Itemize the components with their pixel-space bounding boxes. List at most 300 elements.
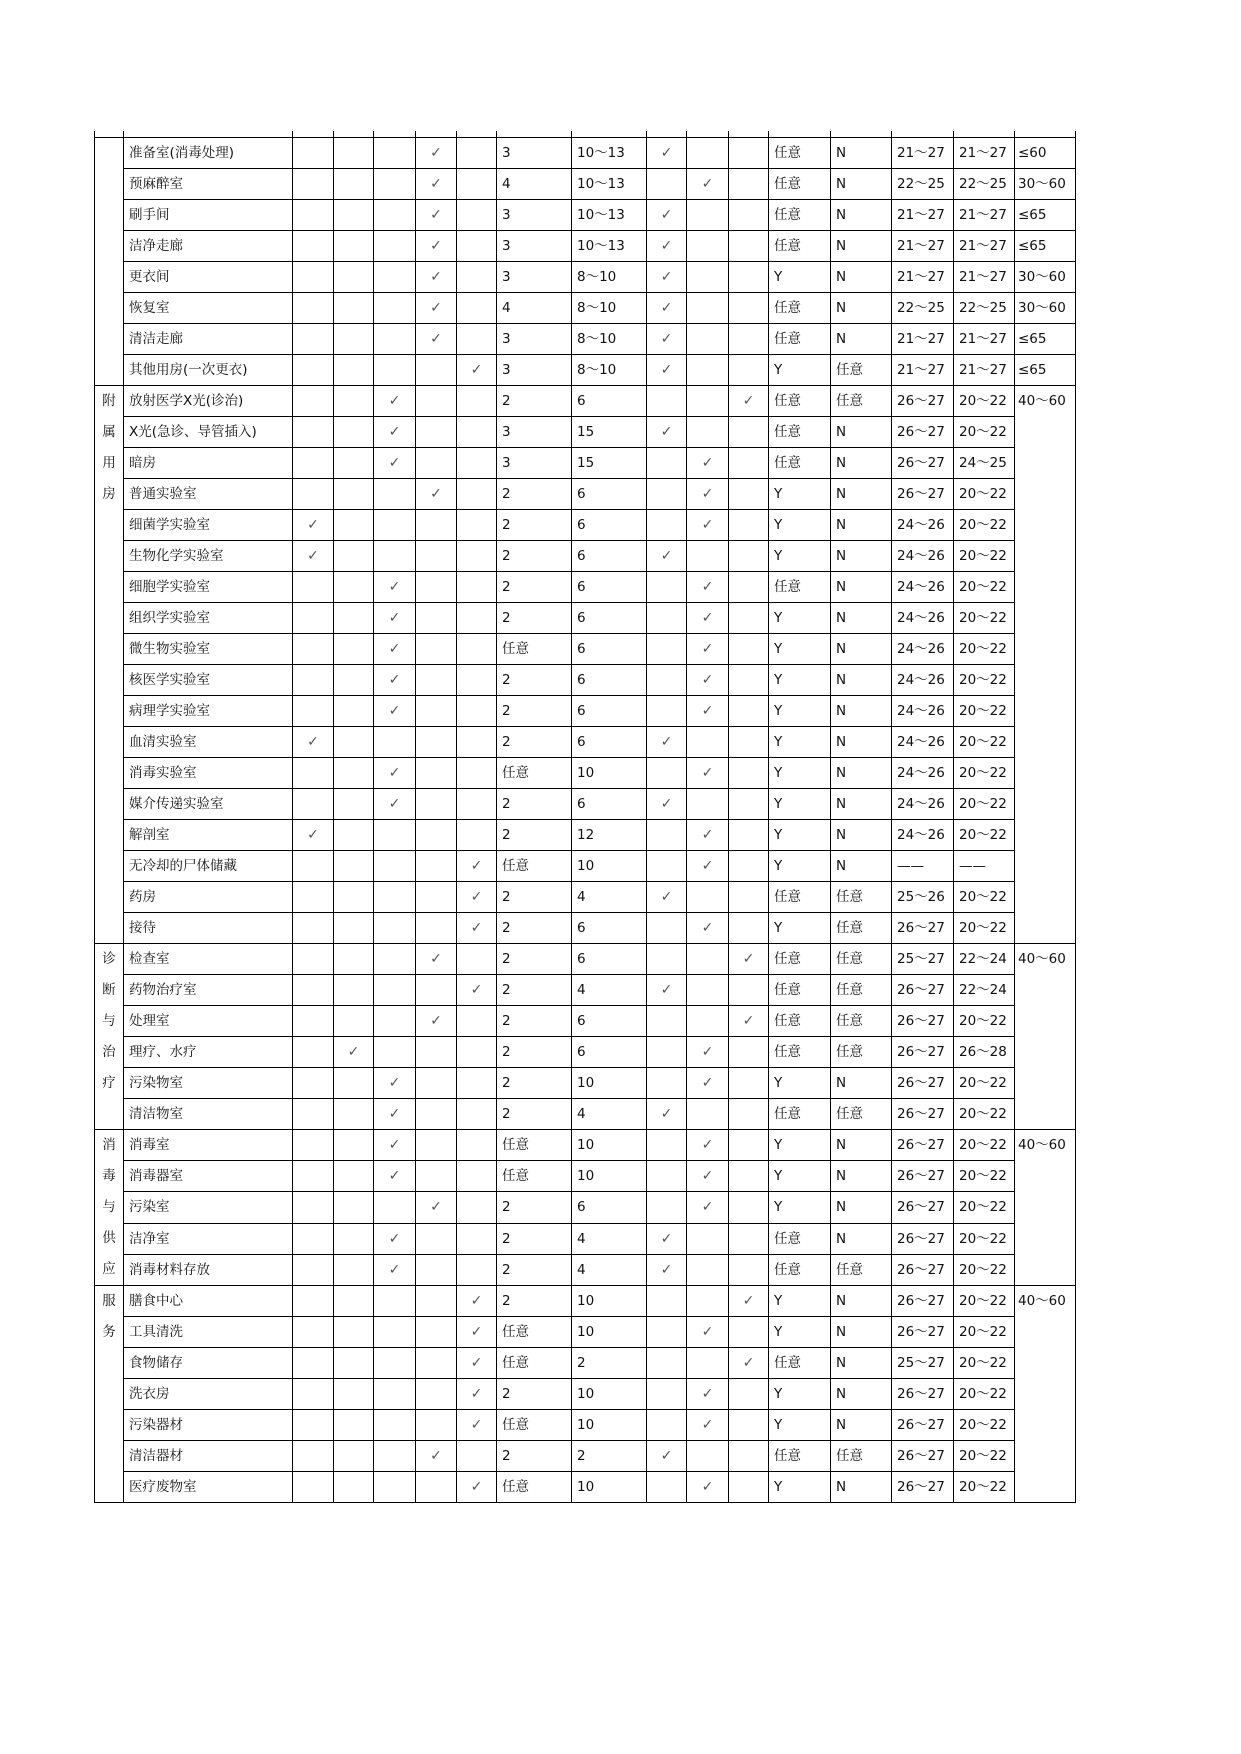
check-cell <box>293 1286 334 1317</box>
check-cell <box>334 1068 374 1099</box>
check-mark: ✓ <box>729 386 769 417</box>
range-a-value: 24～26 <box>892 510 954 541</box>
range-c-value: 30～60 <box>1015 293 1076 324</box>
range-a-value: 26～27 <box>892 975 954 1006</box>
check-cell <box>457 665 497 696</box>
flag-b-value: 任意 <box>831 913 892 944</box>
range-b-value: 20～22 <box>954 727 1015 758</box>
check-cell <box>687 138 729 169</box>
check-cell <box>729 1223 769 1254</box>
number-value: 2 <box>497 1192 572 1223</box>
check-cell <box>374 510 416 541</box>
flag-a-value: Y <box>769 696 831 727</box>
check-cell <box>416 696 457 727</box>
check-cell <box>729 293 769 324</box>
flag-a-value: 任意 <box>769 1006 831 1037</box>
flag-a-value: Y <box>769 913 831 944</box>
range-b-value: 20～22 <box>954 1379 1015 1410</box>
table-row <box>95 169 1076 200</box>
check-cell <box>729 1037 769 1068</box>
table-row <box>95 634 1076 665</box>
range-b-value: 20～22 <box>954 1161 1015 1192</box>
span-value: 6 <box>572 913 647 944</box>
check-cell <box>729 789 769 820</box>
check-cell <box>374 1379 416 1410</box>
check-cell <box>457 944 497 975</box>
room-name: 理疗、水疗 <box>124 1037 293 1068</box>
table-row <box>95 758 1076 789</box>
flag-a-value: 任意 <box>769 975 831 1006</box>
range-c-value: ≤60 <box>1015 138 1076 169</box>
check-cell <box>334 1223 374 1254</box>
check-mark: ✓ <box>457 975 497 1006</box>
table-row <box>95 789 1076 820</box>
room-name: 恢复室 <box>124 293 293 324</box>
check-cell <box>293 634 334 665</box>
check-cell <box>293 231 334 262</box>
table-row <box>95 1348 1076 1379</box>
check-cell <box>729 603 769 634</box>
span-value: 2 <box>572 1348 647 1379</box>
span-value: 6 <box>572 944 647 975</box>
range-c-value: 30～60 <box>1015 262 1076 293</box>
check-mark: ✓ <box>647 541 687 572</box>
room-name: 药房 <box>124 882 293 913</box>
check-mark: ✓ <box>647 789 687 820</box>
range-c-value: 40～60 <box>1015 1130 1076 1286</box>
number-value: 任意 <box>497 851 572 882</box>
check-mark: ✓ <box>457 355 497 386</box>
check-cell <box>647 479 687 510</box>
check-cell <box>334 634 374 665</box>
range-a-value: 21～27 <box>892 200 954 231</box>
range-a-value: 26～27 <box>892 1441 954 1472</box>
flag-a-value: 任意 <box>769 1037 831 1068</box>
range-b-value: 20～22 <box>954 386 1015 417</box>
range-c-value: ≤65 <box>1015 231 1076 262</box>
check-cell <box>334 417 374 448</box>
check-cell <box>729 417 769 448</box>
check-cell <box>293 1192 334 1223</box>
table-row <box>95 138 1076 169</box>
room-name: 微生物实验室 <box>124 634 293 665</box>
flag-b-value: N <box>831 1161 892 1192</box>
range-a-value: —— <box>892 851 954 882</box>
range-a-value: 22～25 <box>892 169 954 200</box>
check-cell <box>293 200 334 231</box>
check-mark: ✓ <box>374 448 416 479</box>
check-mark: ✓ <box>416 200 457 231</box>
check-cell <box>416 1223 457 1254</box>
table-row <box>95 727 1076 758</box>
check-cell <box>293 448 334 479</box>
room-name: 处理室 <box>124 1006 293 1037</box>
check-cell <box>293 789 334 820</box>
room-name: 其他用房(一次更衣) <box>124 355 293 386</box>
check-cell <box>416 1068 457 1099</box>
check-mark: ✓ <box>457 1286 497 1317</box>
check-cell <box>334 913 374 944</box>
check-cell <box>729 262 769 293</box>
category-cell <box>95 944 124 1130</box>
room-name: 消毒材料存放 <box>124 1254 293 1285</box>
check-mark: ✓ <box>416 479 457 510</box>
table-row <box>95 262 1076 293</box>
check-cell <box>729 882 769 913</box>
check-cell <box>647 758 687 789</box>
check-cell <box>647 386 687 417</box>
check-cell <box>416 851 457 882</box>
check-mark: ✓ <box>729 1006 769 1037</box>
check-cell <box>374 882 416 913</box>
number-value: 2 <box>497 572 572 603</box>
range-b-value: 20～22 <box>954 1099 1015 1130</box>
check-cell <box>334 1410 374 1441</box>
check-cell <box>374 1037 416 1068</box>
check-cell <box>416 1379 457 1410</box>
check-cell <box>293 324 334 355</box>
check-mark: ✓ <box>457 882 497 913</box>
number-value: 4 <box>497 169 572 200</box>
span-value: 6 <box>572 634 647 665</box>
range-a-value: 24～26 <box>892 572 954 603</box>
span-value: 10～13 <box>572 138 647 169</box>
check-cell <box>334 138 374 169</box>
flag-a-value: 任意 <box>769 1441 831 1472</box>
flag-b-value: N <box>831 169 892 200</box>
range-a-value: 24～26 <box>892 758 954 789</box>
check-cell <box>687 975 729 1006</box>
span-value: 10 <box>572 1472 647 1503</box>
range-b-value: 20～22 <box>954 1286 1015 1317</box>
flag-a-value: Y <box>769 355 831 386</box>
check-mark: ✓ <box>374 665 416 696</box>
check-cell <box>334 324 374 355</box>
check-cell <box>293 1006 334 1037</box>
range-b-value: 20～22 <box>954 696 1015 727</box>
check-cell <box>374 851 416 882</box>
check-cell <box>729 1472 769 1503</box>
table-row <box>95 479 1076 510</box>
check-cell <box>729 1130 769 1161</box>
flag-b-value: 任意 <box>831 882 892 913</box>
range-a-value: 24～26 <box>892 820 954 851</box>
flag-b-value: N <box>831 262 892 293</box>
check-cell <box>334 1286 374 1317</box>
check-mark: ✓ <box>687 696 729 727</box>
range-c-value: 40～60 <box>1015 1286 1076 1503</box>
check-cell <box>457 789 497 820</box>
check-cell <box>334 1254 374 1285</box>
range-a-value: 26～27 <box>892 1068 954 1099</box>
flag-b-value: N <box>831 1223 892 1254</box>
check-cell <box>687 417 729 448</box>
check-cell <box>457 293 497 324</box>
check-cell <box>729 448 769 479</box>
span-value: 6 <box>572 510 647 541</box>
room-name: 药物治疗室 <box>124 975 293 1006</box>
table-row <box>95 1472 1076 1503</box>
check-cell <box>647 1130 687 1161</box>
room-name: 接待 <box>124 913 293 944</box>
check-cell <box>334 386 374 417</box>
range-a-value: 26～27 <box>892 1379 954 1410</box>
flag-b-value: N <box>831 851 892 882</box>
room-name: 污染物室 <box>124 1068 293 1099</box>
check-cell <box>416 510 457 541</box>
flag-a-value: Y <box>769 1379 831 1410</box>
check-cell <box>729 1161 769 1192</box>
flag-a-value: 任意 <box>769 293 831 324</box>
number-value: 2 <box>497 510 572 541</box>
check-cell <box>647 913 687 944</box>
check-cell <box>374 1006 416 1037</box>
check-mark: ✓ <box>687 758 729 789</box>
check-mark: ✓ <box>687 820 729 851</box>
flag-a-value: Y <box>769 758 831 789</box>
span-value: 6 <box>572 727 647 758</box>
check-cell <box>374 1286 416 1317</box>
check-mark: ✓ <box>687 1192 729 1223</box>
table-row <box>95 882 1076 913</box>
room-name: 膳食中心 <box>124 1286 293 1317</box>
check-cell <box>687 1254 729 1285</box>
check-mark: ✓ <box>293 541 334 572</box>
check-cell <box>334 293 374 324</box>
check-cell <box>293 1223 334 1254</box>
flag-a-value: 任意 <box>769 200 831 231</box>
check-mark: ✓ <box>416 293 457 324</box>
check-mark: ✓ <box>687 603 729 634</box>
check-mark: ✓ <box>687 572 729 603</box>
check-cell <box>457 231 497 262</box>
range-b-value: 20～22 <box>954 1254 1015 1285</box>
range-b-value: 20～22 <box>954 603 1015 634</box>
check-cell <box>374 541 416 572</box>
range-b-value: 22～24 <box>954 944 1015 975</box>
range-a-value: 26～27 <box>892 1099 954 1130</box>
check-cell <box>293 975 334 1006</box>
span-value: 10 <box>572 1317 647 1348</box>
check-cell <box>334 448 374 479</box>
check-cell <box>293 758 334 789</box>
number-value: 任意 <box>497 758 572 789</box>
check-cell <box>647 634 687 665</box>
table-row <box>95 572 1076 603</box>
flag-a-value: 任意 <box>769 324 831 355</box>
check-cell <box>293 386 334 417</box>
number-value: 3 <box>497 417 572 448</box>
range-a-value: 26～27 <box>892 913 954 944</box>
number-value: 任意 <box>497 1130 572 1161</box>
table-row <box>95 510 1076 541</box>
check-cell <box>374 944 416 975</box>
range-c-value: ≤65 <box>1015 324 1076 355</box>
check-cell <box>647 1037 687 1068</box>
check-cell <box>416 665 457 696</box>
check-mark: ✓ <box>416 262 457 293</box>
check-cell <box>687 293 729 324</box>
check-cell <box>647 1348 687 1379</box>
check-mark: ✓ <box>374 386 416 417</box>
check-mark: ✓ <box>416 169 457 200</box>
check-mark: ✓ <box>687 1161 729 1192</box>
span-value: 6 <box>572 386 647 417</box>
check-cell <box>457 1192 497 1223</box>
check-mark: ✓ <box>457 1348 497 1379</box>
room-name: 消毒室 <box>124 1130 293 1161</box>
number-value: 3 <box>497 200 572 231</box>
check-mark: ✓ <box>334 1037 374 1068</box>
flag-b-value: N <box>831 1286 892 1317</box>
check-mark: ✓ <box>647 975 687 1006</box>
number-value: 2 <box>497 882 572 913</box>
check-mark: ✓ <box>374 603 416 634</box>
check-mark: ✓ <box>457 851 497 882</box>
check-mark: ✓ <box>457 1472 497 1503</box>
check-cell <box>647 944 687 975</box>
number-value: 2 <box>497 1006 572 1037</box>
table-row <box>95 448 1076 479</box>
check-mark: ✓ <box>374 1161 416 1192</box>
check-cell <box>293 882 334 913</box>
check-cell <box>729 820 769 851</box>
flag-a-value: Y <box>769 1161 831 1192</box>
check-cell <box>647 1006 687 1037</box>
flag-a-value: Y <box>769 1130 831 1161</box>
check-cell <box>457 572 497 603</box>
check-cell <box>457 1254 497 1285</box>
flag-b-value: 任意 <box>831 1254 892 1285</box>
span-value: 10 <box>572 1410 647 1441</box>
check-mark: ✓ <box>293 727 334 758</box>
flag-a-value: Y <box>769 634 831 665</box>
range-c-value: 40～60 <box>1015 944 1076 1130</box>
range-a-value: 24～26 <box>892 634 954 665</box>
range-a-value: 24～26 <box>892 696 954 727</box>
room-name: 医疗废物室 <box>124 1472 293 1503</box>
room-name: X光(急诊、导管插入) <box>124 417 293 448</box>
span-value: 6 <box>572 541 647 572</box>
check-cell <box>457 510 497 541</box>
flag-a-value: 任意 <box>769 138 831 169</box>
check-cell <box>334 1441 374 1472</box>
check-mark: ✓ <box>647 138 687 169</box>
check-mark: ✓ <box>416 324 457 355</box>
category-cell <box>95 386 124 944</box>
check-cell <box>647 1286 687 1317</box>
range-b-value: 20～22 <box>954 572 1015 603</box>
room-name: 更衣间 <box>124 262 293 293</box>
range-b-value: 20～22 <box>954 479 1015 510</box>
range-a-value: 24～26 <box>892 541 954 572</box>
category-cell <box>95 1130 124 1286</box>
check-mark: ✓ <box>647 417 687 448</box>
check-cell <box>374 200 416 231</box>
flag-b-value: 任意 <box>831 944 892 975</box>
range-a-value: 21～27 <box>892 324 954 355</box>
check-cell <box>729 727 769 758</box>
flag-a-value: Y <box>769 1068 831 1099</box>
check-mark: ✓ <box>687 665 729 696</box>
range-a-value: 21～27 <box>892 262 954 293</box>
room-name: 病理学实验室 <box>124 696 293 727</box>
span-value: 6 <box>572 1192 647 1223</box>
check-cell <box>416 1037 457 1068</box>
span-value: 6 <box>572 696 647 727</box>
check-cell <box>374 169 416 200</box>
check-cell <box>293 1379 334 1410</box>
range-b-value: 22～25 <box>954 293 1015 324</box>
flag-b-value: N <box>831 541 892 572</box>
check-cell <box>416 1254 457 1285</box>
span-value: 10 <box>572 1130 647 1161</box>
check-cell <box>457 138 497 169</box>
span-value: 15 <box>572 448 647 479</box>
check-cell <box>293 1410 334 1441</box>
span-value: 6 <box>572 665 647 696</box>
check-mark: ✓ <box>687 510 729 541</box>
check-cell <box>416 1161 457 1192</box>
check-cell <box>647 1410 687 1441</box>
check-cell <box>416 1472 457 1503</box>
range-a-value: 22～25 <box>892 293 954 324</box>
flag-b-value: N <box>831 479 892 510</box>
check-cell <box>334 262 374 293</box>
check-cell <box>416 882 457 913</box>
check-cell <box>647 169 687 200</box>
span-value: 8～10 <box>572 324 647 355</box>
check-cell <box>334 1348 374 1379</box>
range-b-value: 20～22 <box>954 541 1015 572</box>
check-cell <box>334 696 374 727</box>
flag-a-value: 任意 <box>769 386 831 417</box>
range-b-value: 20～22 <box>954 665 1015 696</box>
check-mark: ✓ <box>647 355 687 386</box>
room-name: 清洁物室 <box>124 1099 293 1130</box>
check-cell <box>416 1130 457 1161</box>
check-cell <box>729 665 769 696</box>
check-cell <box>374 1472 416 1503</box>
span-value: 10 <box>572 1286 647 1317</box>
range-c-value: ≤65 <box>1015 355 1076 386</box>
check-cell <box>334 758 374 789</box>
flag-b-value: N <box>831 231 892 262</box>
flag-a-value: Y <box>769 665 831 696</box>
table-row <box>95 386 1076 417</box>
check-cell <box>293 1348 334 1379</box>
table-row <box>95 603 1076 634</box>
check-mark: ✓ <box>687 1037 729 1068</box>
check-mark: ✓ <box>687 634 729 665</box>
check-cell <box>457 386 497 417</box>
span-value: 4 <box>572 882 647 913</box>
range-b-value: 22～25 <box>954 169 1015 200</box>
check-mark: ✓ <box>293 820 334 851</box>
check-cell <box>457 324 497 355</box>
check-cell <box>729 169 769 200</box>
flag-a-value: 任意 <box>769 882 831 913</box>
flag-b-value: N <box>831 1068 892 1099</box>
check-cell <box>687 386 729 417</box>
room-name: 刷手间 <box>124 200 293 231</box>
check-cell <box>687 1441 729 1472</box>
check-cell <box>729 1379 769 1410</box>
check-cell <box>416 355 457 386</box>
check-cell <box>374 727 416 758</box>
check-cell <box>374 138 416 169</box>
range-b-value: 20～22 <box>954 634 1015 665</box>
